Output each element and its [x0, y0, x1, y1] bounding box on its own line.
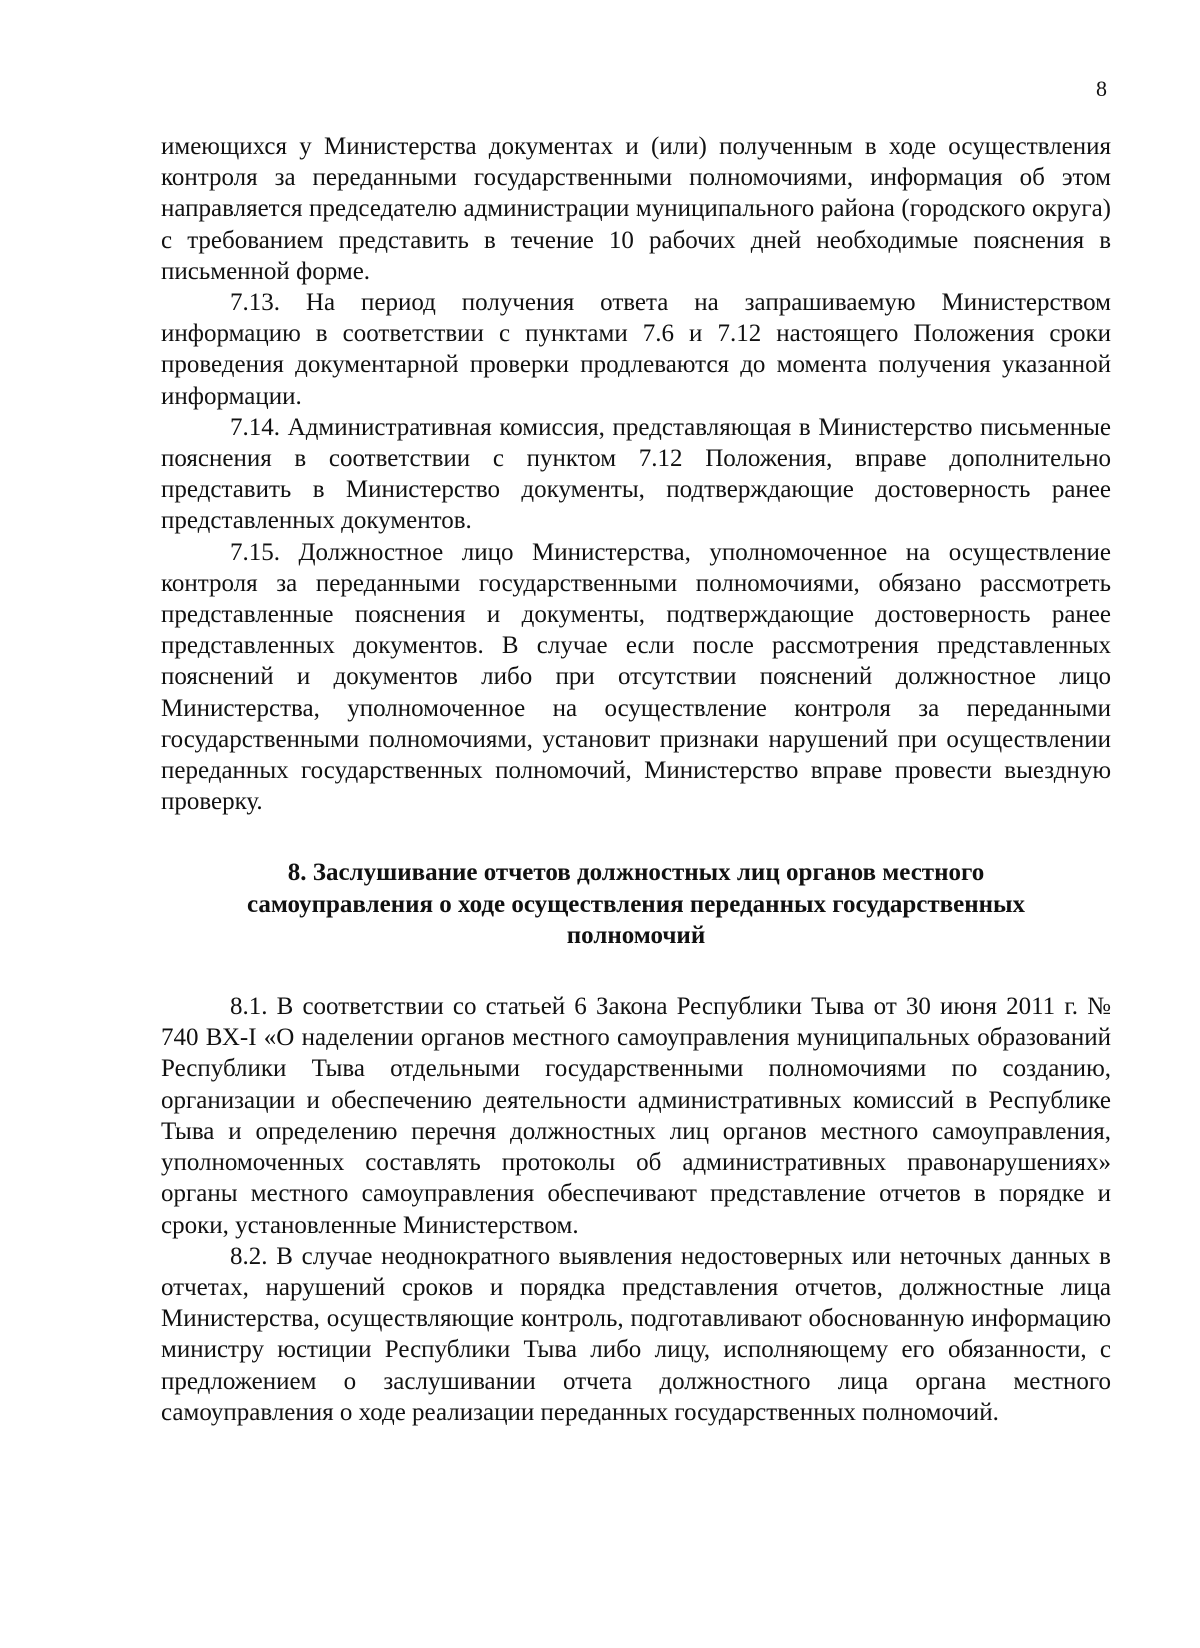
- paragraph-continuation: имеющихся у Министерства документах и (или) полученным в ходе осуществления контроля за переданными государственными полномочиями, информация об этом направляется председателю администрации муниципального района (городского округа) с требованием представить в течение 10 рабочих дней необходимые пояснения в письменной форме.: [161, 133, 1111, 285]
- paragraph-8-2: 8.2. В случае неоднократного выявления недостоверных или неточных данных в отчетах, нарушений сроков и порядка представления отчетов, должностные лица Министерства, осуществляющие контроль, подготавливают обоснованную информацию министру юстиции Республики Тыва либо лицу, исполняющему его обязанности, с предложением о заслушивании отчета должностного лица органа местного самоуправления о ходе реализации переданных государственных полномочий.: [161, 1242, 1111, 1426]
- section-8-heading-line-2: самоуправления о ходе осуществления переданных государственных: [246, 890, 1026, 918]
- paragraph-7-13: 7.13. На период получения ответа на запрашиваемую Министерством информацию в соответствии с пунктами 7.6 и 7.12 настоящего Положения сроки проведения документарной проверки продлеваются до момента получения указанной информации.: [161, 289, 1111, 410]
- page-content: [161, 131, 1111, 1428]
- paragraph-7-14: 7.14. Административная комиссия, представляющая в Министерство письменные пояснения в соответствии с пунктом 7.12 Положения, вправе дополнительно представить в Министерство документы, подтверждающие достоверность ранее представленных документов.: [161, 413, 1111, 535]
- section-8-heading: [161, 857, 1111, 951]
- paragraph-7-15: 7.15. Должностное лицо Министерства, уполномоченное на осуществление контроля за переданными государственными полномочиями, обязано рассмотреть представленные пояснения и документы, подтверждающие достоверность ранее представленных документов. В случае если после рассмотрения представленных пояснений и документов либо при отсутствии пояснений должностное лицо Министерства, уполномоченное на осуществление контроля за переданными государственными полномочиями, установит признаки нарушений при осуществлении переданных государственных полномочий, Министерство вправе провести выездную проверку.: [161, 538, 1111, 816]
- page-number: 8: [1096, 76, 1107, 101]
- paragraph-8-1: 8.1. В соответствии со статьей 6 Закона Республики Тыва от 30 июня 2011 г. № 740 ВХ-І «О наделении органов местного самоуправления муниципальных образований Республики Тыва отдельными государственными полномочиями по созданию, организации и обеспечению деятельности административных комиссий в Республике Тыва и определению перечня должностных лиц органов местного самоуправления, уполномоченных составлять протоколы об административных правонарушениях» органы местного самоуправления обеспечивают представление отчетов в порядке и сроки, установленные Министерством.: [161, 993, 1111, 1239]
- section-8-heading-line-3: полномочий: [566, 921, 706, 949]
- section-8-heading-line-1: 8. Заслушивание отчетов должностных лиц органов местного: [287, 859, 985, 887]
